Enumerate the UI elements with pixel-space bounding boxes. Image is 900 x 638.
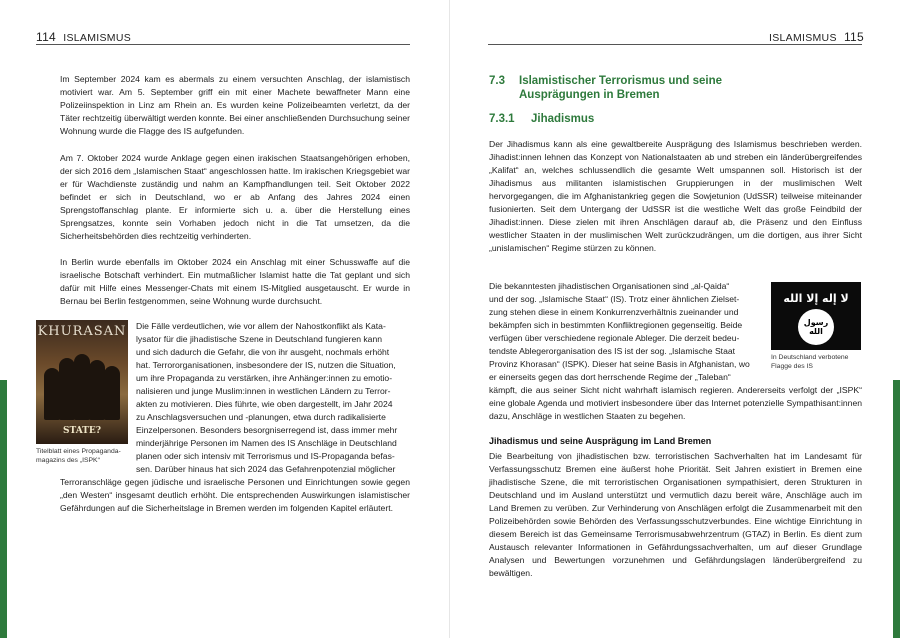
left-header-rule (36, 44, 410, 45)
right-paragraph-3: Die Bearbeitung von jihadistischen bzw. terroristischen Sachverhalten hat im Landesamt für Verfassungsschutz Bremen eine äußerst hohe Priorität. Seit Jahren existiert in Bremen eine jihadistische Szene, die mit terroristischen Organisationen sympathisiert, deren Strukturen in Deutschland und im Ausland unterstützt und vermutlich dazu bereit wäre, Anschläge auch im Land Bremen zu verüben. Zur Verhinderung von Anschlägen erfolgt die Zusammenarbeit mit den Polizeibehörden sowie Behörden des Verfassungsschutzverbundes. Eine wichtige Einrichtung in diesem Bereich ist das Gemeinsame Terrorismusabwehrzentrum (GTAZ) in Berlin. Es dient zum Austausch relevanter Informationen in Gefährdungssachverhalten, um auf dieser Grundlage Analysen und Bewertungen vorzunehmen und Gefährdungslagen länderübergreifend zu bewältigen. (489, 451, 862, 578)
subsection-number: 7.3.1 (489, 113, 515, 125)
right-paragraph-1: Der Jihadismus kann als eine gewaltbereite Ausprägung des Islamismus beschrieben werden. Jihadist:innen lehnen das Konzept von Nationalstaaten ab und streben ein länderübergreifendes „Kalifat“ an, welches schlussendlich die gesamte Welt umspannen soll. Historisch ist der Jihadismus aus militanten islamistischen Gruppierungen in der muslimischen Welt hervorgegangen, die im Afghanistankrieg gegen die Sowjetunion (UdSSR) teilweise miteinander fusionierten. Seit dem Untergang der UdSSR ist die westliche Welt das große Feindbild der Jihadist:innen. Diese zielen mit ihren Anschlägen darauf ab, die Präsenz und den Einfluss westlicher Staaten in der muslimischen Welt zurückzudrängen, um die dortigen, aus ihrer Sicht „unislamischen“ Regime stürzen zu können. (489, 139, 862, 253)
left-edge-marker (0, 380, 7, 638)
magazine-caption: Titelblatt eines Propaganda- magazins des „ISPK“ (36, 448, 121, 464)
left-paragraph-2: Am 7. Oktober 2024 wurde Anklage gegen einen irakischen Staatsangehörigen erhoben, der sich 2016 dem „Islamischen Staat“ angeschlossen hatte. Im irakischen Kriegsgebiet war er für Wachdienste zuständig und nahm an Kampfhandlungen teil. Seit Oktober 2022 befindet er sich in Deutschland, wo er ab Anfang des Jahres 2024 einen Sprengstoffanschlag plante. Er informierte sich u. a. über die Herstellung eines Sprengsatzes, konnte sein Vorhaben jedoch nicht in die Tat umsetzen, da die Sicherheitsbehörden dies rechtzeitig verhinderten. (60, 153, 410, 241)
section-title-line-2: Ausprägungen in Bremen (519, 89, 660, 101)
left-paragraph-4: Die Fälle verdeutlichen, wie vor allem der Nahostkonflikt als Kata- lysator für die jihadistische Szene in Deutschland fungieren kann und sich dadurch die Gefahr, die von ihr ausgeht, nochmals erhöht hat. Terrororganisationen, insbesondere der IS, nutzen die Situation, um ihre Propaganda zu verstärken, ihre Anhänger:innen zu emotio- nalisieren und junge Muslim:innen in westlichen Ländern zu Terror- akten zu motivieren. Dies führte, wie oben dargestellt, im Jahr 2024 zu Anschlagsversuchen und -planungen, etwa durch radikalisierte Einzelpersonen. Besonders besorgniserregend ist, dass immer mehr minderjährige Personen im Namen des IS Anschläge in Deutschland planen oder sich intensiv mit Terrorismus und IS-Propaganda befas- sen. Darüber hinaus hat sich 2024 das Gefahrenpotenzial möglicher (136, 321, 398, 474)
right-running-title: ISLAMISMUS (768, 32, 837, 44)
flag-top-script: لا إله إلا الله (783, 292, 849, 305)
left-running-title: ISLAMISMUS (63, 32, 132, 44)
right-edge-marker (893, 380, 900, 638)
right-paragraph-2-continued: kämpft, die aus seiner Sicht nicht wahrhaft islamisch regieren. Andererseits verfolgt der „ISPK“ eine globale Agenda und motiviert insbesondere über das Internet potenzielle Sympathisant:innen dazu, Anschläge in westlichen Staaten zu begehen. (489, 385, 862, 421)
left-page-header (36, 30, 131, 44)
right-paragraph-2: Die bekanntesten jihadistischen Organisationen sind „al-Qaida“ und der sog. „Islamische Staat“ (IS). Trotz einer ähnlichen Zielset- zung stehen diese in einem Konkurrenzverhältnis zueinander und bekämpfen sich in bestimmten Konfliktregionen gegenseitig. Beide verfügen über verschiedene regionale Ableger. Die derzeit bedeu- tendste Ablegerorganisation des IS ist der sog. „Islamische Staat Provinz Khorasan“ (ISPK). Dieser hat seine Basis in Afghanistan, wo er einerseits gegen das dort herrschende Regime der „Taleban“ (489, 281, 750, 382)
propaganda-magazine-cover (36, 320, 128, 444)
section-heading (489, 74, 819, 102)
left-page-number: 114 (36, 30, 57, 44)
right-page-header (769, 30, 864, 44)
magazine-cover-title: KHURASAN (37, 324, 127, 339)
flag-seal-script: رسول الله (803, 318, 829, 336)
left-paragraph-4-continued: Terroranschläge gegen jüdische und israelische Personen und Einrichtungen sowie gegen „den Westen“ insgesamt deutlich erhöht. Die entsprechenden Auswirkungen islamistischer Gefährdungen auf die Sicherheitslage in Bremen werden im folgenden Kapitel erläutert. (60, 477, 410, 513)
subsection-heading (489, 112, 819, 126)
is-flag-image (771, 282, 861, 350)
left-paragraph-1: Im September 2024 kam es abermals zu einem versuchten Anschlag, der islamistisch motiviert war. Am 5. September griff ein mit einer Machete bewaffneter Mann eine Polizeiinspektion in Linz am Rhein an. Es wurden keine Polizeibeamten verletzt, da der Täter rechtzeitig überwältigt werden konnte. Bei einer anschließenden Durchsuchung seiner Wohnung wurde die Flagge des IS aufgefunden. (60, 74, 410, 136)
flag-caption: In Deutschland verbotene Flagge des IS (771, 354, 849, 370)
page-gutter (449, 0, 450, 638)
left-paragraph-3: In Berlin wurde ebenfalls im Oktober 2024 ein Anschlag mit einer Schusswaffe auf die israelische Botschaft verhindert. Ein mutmaßlicher Islamist hatte die Tat geplant und sich dafür mit Hilfe eines Messenger-Chats mit einem IS-Mitglied ausgetauscht. Er wurde in Bernau bei Berlin festgenommen, seine Wohnung wurde durchsucht. (60, 257, 410, 306)
subsection-title: Jihadismus (531, 113, 595, 125)
bremen-subheading: Jihadismus und seine Ausprägung im Land Bremen (489, 436, 712, 446)
right-page-number: 115 (843, 30, 864, 44)
section-title-line-1: Islamistischer Terrorismus und seine (519, 75, 723, 87)
magazine-cover-subtitle: STATE? (62, 426, 102, 436)
magazine-figures (44, 350, 120, 420)
section-number: 7.3 (489, 75, 505, 87)
right-header-rule (488, 44, 862, 45)
